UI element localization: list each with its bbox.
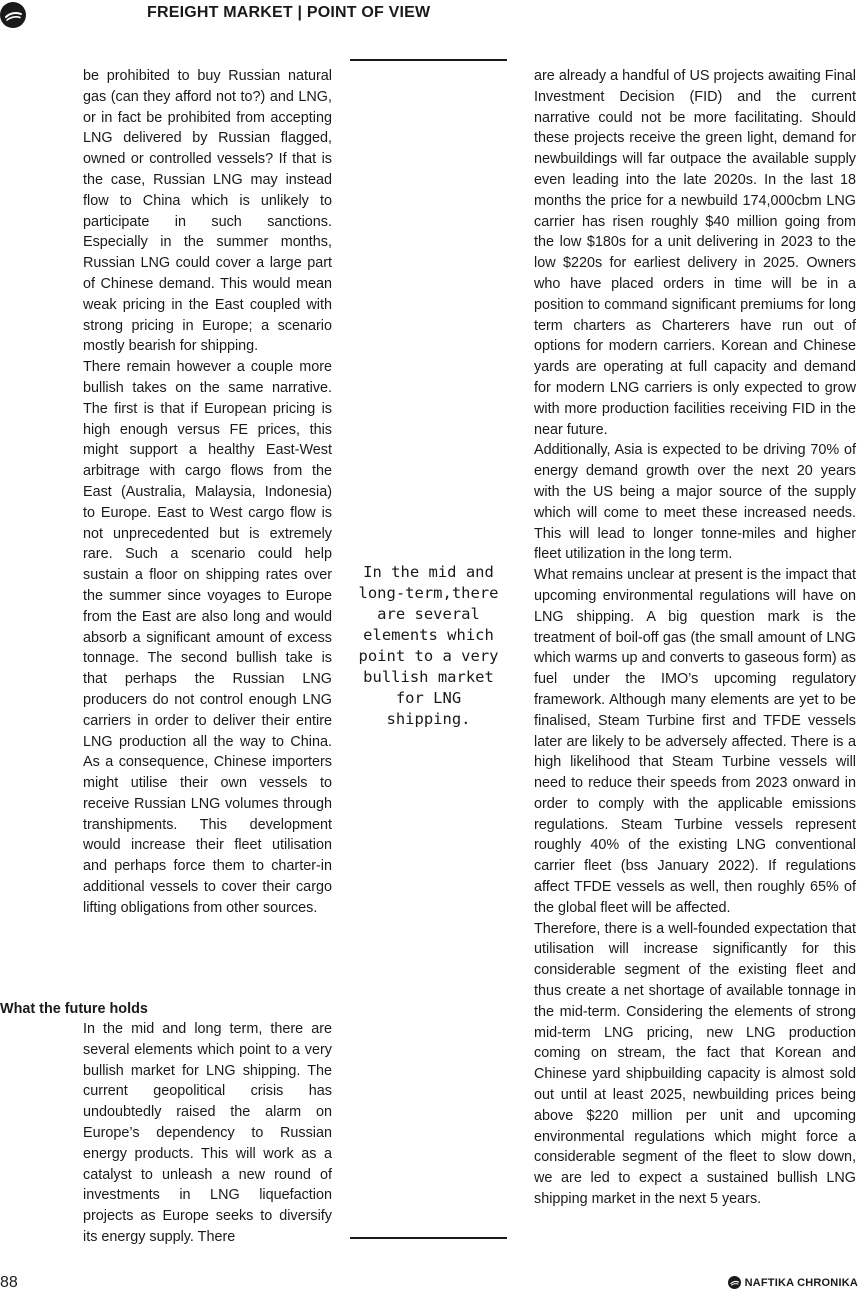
brand-name: NAFTIKA CHRONIKA [744,1276,858,1289]
article-column-left [83,66,332,919]
article-paragraph: are already a handful of US projects awaiting Final Investment Decision (FID) and the current narrative could not be more facilitating. Should these projects receive the green light, demand for newbuildings will far outpace the available supply even leading into the late 2020s. In the last 18 months the price for a newbuild 174,000cbm LNG carrier has risen roughly $40 million going from the low $180s for a unit delivering in 2023 to the low $220s for earliest delivery in 2025. Owners who have placed orders in time will be in a position to command significant premiums for long term charters as Charterers have run out of options for modern carriers. Korean and Chinese yards are operating at full capacity and demand for modern LNG carriers is only expected to grow with more production facilities receiving FID in the near future. [534,68,856,438]
section-heading: What the future holds [0,1001,148,1017]
page-number: 88 [0,1274,18,1291]
article-paragraph: be prohibited to buy Russian natural gas (can they afford not to?) and LNG, or in fact be prohibited from accepting LNG delivered by Russian flagged, owned or controlled vessels? If that is the case, Russian LNG may instead flow to China which is unlikely to participate in such sanctions. Especially in the summer months, Russian LNG could cover a large part of Chinese demand. This would mean weak pricing in the East coupled with strong pricing in Europe; a scenario mostly bearish for shipping. [83,68,332,355]
brand-logo-icon [728,1276,741,1289]
pull-quote: In the mid and long-term,there are several elements which point to a very bullish market for LNG shipping. [358,563,499,728]
article-column-right [534,66,856,1210]
pull-quote-rule-top [350,59,507,61]
article-paragraph: What remains unclear at present is the impact that upcoming environmental regulations will have on LNG shipping. A big question mark is the treatment of boil-off gas (the small amount of LNG which warms up and converts to gaseous form) as fuel under the IMO’s upcoming regulatory framework. Although many elements are yet to be finalised, Steam Turbine first and TFDE vessels later are likely to be adversely affected. There is a high likelihood that Steam Turbine vessels will need to reduce their speeds from 2023 onward in order to comply with the applicable emissions regulations. Steam Turbine vessels represent roughly 40% of the existing LNG conventional carrier fleet (bss January 2022). If regulations affect TFDE vessels as well, then roughly 65% of the global fleet will be affected. [534,567,856,916]
article-paragraph: Therefore, there is a well-founded expectation that utilisation will increase significantly for this considerable segment of the existing fleet and thus create a net shortage of available tonnage in the mid-term. Considering the elements of strong mid-term LNG pricing, new LNG production coming on stream, the fact that Korean and Chinese yard shipbuilding capacity is almost sold out until at least 2025, newbuilding prices being above $220 million per unit and upcoming environmental regulations which might force a considerable segment of the fleet to slow down, we are led to expect a sustained bullish LNG shipping market in the next 5 years. [534,920,856,1208]
article-paragraph: There remain however a couple more bullish takes on the same narrative. The first is that if European pricing is high enough versus FE prices, this might support a healthy East-West arbitrage with cargo flows from the East (Australia, Malaysia, Indonesia) to Europe. East to West cargo flow is not unprecedented but is extremely rare. Such a scenario could help sustain a floor on shipping rates over the summer since voyages to Europe from the East are also long and would absorb a significant amount of excess tonnage. The second bullish take is that perhaps the Russian LNG producers do not control enough LNG carriers in order to deliver their entire LNG production all the way to China. As a consequence, Chinese importers might utilise their own vessels to receive Russian LNG volumes through transhipments. This development would increase their fleet utilisation and perhaps force them to charter-in additional vessels to cover their cargo lifting obligations from other sources. [83,359,332,916]
section-header-title: FREIGHT MARKET | POINT OF VIEW [147,4,431,21]
footer-brand [728,1276,858,1289]
article-column-left-section [83,1019,332,1248]
article-paragraph: Additionally, Asia is expected to be driving 70% of energy demand growth over the next 20 years with the US being a major source of the supply which will come to meet these increased needs. This will lead to longer tonne-miles and higher fleet utilization in the long term. [534,442,856,563]
article-paragraph: In the mid and long term, there are several elements which point to a very bullish market for LNG shipping. The current geopolitical crisis has undoubtedly raised the alarm on Europe’s dependency to Russian energy products. This will work as a catalyst to unleash a new round of investments in LNG liquefaction projects as Europe seeks to diversify its energy supply. There [83,1021,332,1245]
publication-logo-icon [0,2,26,28]
pull-quote-rule-bottom [350,1237,507,1239]
